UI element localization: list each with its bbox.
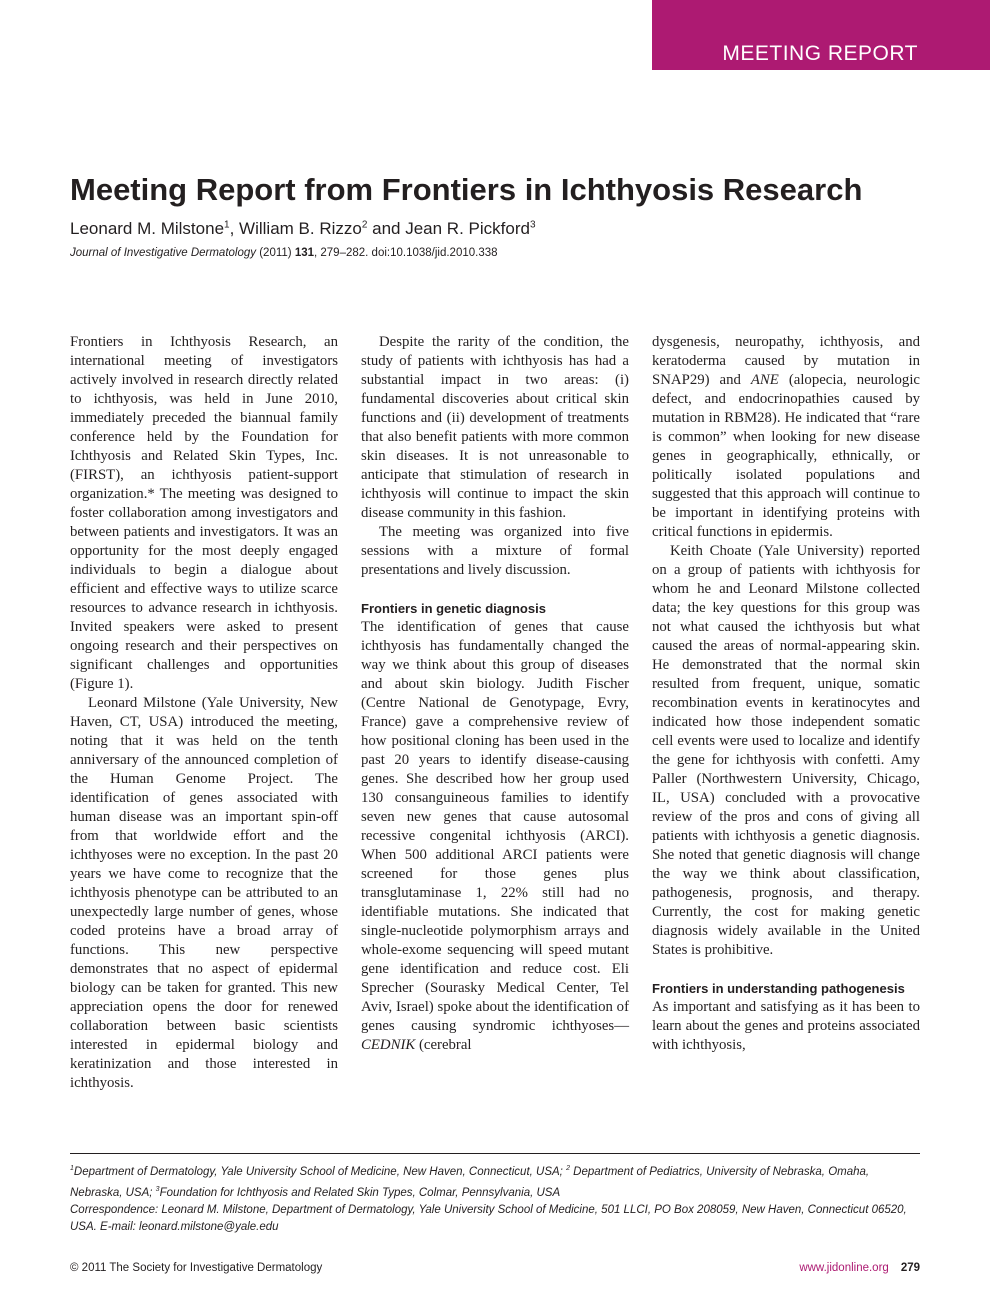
author-name[interactable]: Jean R. Pickford (405, 219, 530, 238)
affiliation-marker: 3 (529, 219, 536, 231)
citation-pages-doi[interactable]: , 279–282. doi:10.1038/jid.2010.338 (314, 247, 498, 259)
citation-volume: 131 (294, 247, 314, 259)
body-column-2 (361, 333, 629, 1055)
correspondence: Correspondence: Leonard M. Milstone, Department of Dermatology, Yale University School of Medicine, 501 LLCI, PO Box 208059, New Haven, Connecticut 06520, USA. E-mail: leonard.milstone@yale.edu (70, 1203, 907, 1233)
body-paragraph (361, 618, 629, 1055)
affiliation-marker: 3 (155, 1185, 160, 1193)
section-heading: Frontiers in genetic diagnosis (361, 601, 546, 616)
affiliation-marker: 2 (566, 1165, 570, 1172)
author-list (70, 219, 536, 239)
page-footer (799, 1262, 920, 1274)
page-number: 279 (900, 1262, 920, 1274)
section-heading: Frontiers in understanding pathogenesis (652, 981, 905, 996)
article-title: Meeting Report from Frontiers in Ichthyosis Research (70, 172, 863, 207)
gene-name: CEDNIK (361, 1037, 416, 1053)
author-separator: , (229, 219, 240, 238)
section-label: MEETING REPORT (722, 42, 918, 65)
affiliation-marker: 1 (70, 1165, 74, 1172)
journal-name: Journal of Investigative Dermatology (70, 247, 257, 259)
affiliation-marker: 2 (361, 219, 368, 231)
footnotes (70, 1160, 920, 1236)
paragraph-text: (alopecia, neurologic defect, and endocrinopathies caused by mutation in RBM28). He indicated that “rare is common” when looking for new disease genes in geographically, ethnically, or politically isolated populations and suggested that this approach will continue to be important in identifying proteins with critical functions in epidermis. (652, 372, 920, 540)
section-banner (652, 0, 990, 70)
affiliation-text: Foundation for Ichthyosis and Related Skin Types, Colmar, Pennsylvania, USA (159, 1186, 561, 1199)
body-paragraph: Frontiers in Ichthyosis Research, an international meeting of investigators actively involved in research directly related to ichthyosis, was held in June 2010, immediately preceded the biannual family conference held by the Foundation for Ichthyosis and Related Skin Types, Inc. (FIRST), an ichthyosis patient-support organization.* The meeting was designed to foster collaboration among investigators and between patients and investigators. It was an opportunity for the most deeply engaged individuals to begin a dialogue about efficient and effective ways to utilize scarce resources to advance research in ichthyosis. Invited speakers were asked to present ongoing research and their perspectives on significant challenges and opportunities (Figure 1). (70, 334, 338, 692)
gene-name: ANE (750, 372, 779, 388)
copyright-notice: © 2011 The Society for Investigative Dermatology (70, 1262, 323, 1274)
body-column-1 (70, 333, 338, 1093)
body-paragraph: Keith Choate (Yale University) reported on a group of patients with ichthyosis for whom he and Leonard Milstone collected data; the key questions for this group was not what caused the ichthyosis but what caused the areas of normal-appearing skin. He demonstrated that the normal skin resulted from frequent, unique, somatic recombination events in keratinocytes and indicated how those independent somatic cell events were used to localize and identify the gene for ichthyosis with confetti. Amy Paller (Northwestern University, Chicago, IL, USA) concluded with a provocative review of the pros and cons of giving all patients with ichthyosis a genetic diagnosis. She noted that genetic diagnosis will change the way we think about classification, pathogenesis, prognosis, and therapy. Currently, the cost for making genetic diagnosis widely available in the United States is prohibitive. (652, 543, 920, 958)
paragraph-text: The identification of genes that cause ichthyosis has fundamentally changed the way we think about this group of diseases and about skin biology. Judith Fischer (Centre National de Genotypage, Evry, France) gave a comprehensive review of how positional cloning has been used in the past 20 years to identify disease-causing genes. She described how her group used 130 consanguineous families to identify seven new genes that cause autosomal recessive congenital ichthyosis (ARCI). When 500 additional ARCI patients were screened for those genes plus transglutaminase 1, 22% still had no identifiable mutations. She indicated that single-nucleotide polymorphism arrays and whole-exome sequencing will speed mutant gene identification and reduce cost. Eli Sprecher (Sourasky Medical Center, Tel Aviv, Israel) spoke about the identification of genes causing syndromic ichthyoses— (361, 619, 629, 1034)
citation-year: (2011) (259, 247, 292, 259)
body-paragraph: Despite the rarity of the condition, the study of patients with ichthyosis has had a substantial impact in two areas: (i) fundamental discoveries about critical skin functions and (ii) development of treatments that also benefit patients with more common skin diseases. It is not unreasonable to anticipate that stimulation of research in ichthyosis will continue to impact the skin disease community in this fashion. (361, 334, 629, 521)
body-paragraph: Leonard Milstone (Yale University, New Haven, CT, USA) introduced the meeting, noting that it was held on the tenth anniversary of the announced completion of the Human Genome Project. The identification of genes associated with human disease was an important spin-off from that worldwide effort and the ichthyoses were no exception. In the past 20 years we have come to recognize that the ichthyosis phenotype can be attributed to an unexpectedly large number of genes, whose coded proteins have a broad array of functions. This new perspective demonstrates that no aspect of epidermal biology can be taken for granted. This new appreciation opens the door for renewed collaboration between basic scientists interested in epidermal biology and keratinization and those interested in ichthyosis. (70, 695, 338, 1091)
body-paragraph: As important and satisfying as it has been to learn about the genes and proteins associated with ichthyosis, (652, 999, 920, 1053)
footnote-divider (70, 1153, 920, 1154)
body-paragraph (652, 333, 920, 542)
author-name[interactable]: William B. Rizzo (239, 219, 362, 238)
citation-line (70, 247, 498, 259)
affiliation-marker: 1 (224, 219, 230, 231)
body-column-3 (652, 333, 920, 1055)
author-separator: and (367, 219, 406, 238)
affiliations (70, 1160, 920, 1202)
author-name[interactable]: Leonard M. Milstone (70, 219, 225, 238)
affiliation-text: Department of Dermatology, Yale University School of Medicine, New Haven, Connecticut, USA; (73, 1165, 567, 1178)
affiliation-text: Department of Pediatrics, University of Nebraska, Omaha, Nebraska, USA; (70, 1165, 870, 1199)
journal-url-link[interactable]: www.jidonline.org (799, 1262, 889, 1274)
paragraph-text: dysgenesis, neuropathy, ichthyosis, and keratoderma caused by mutation in SNAP29) and (652, 334, 920, 388)
paragraph-text: (cerebral (415, 1037, 472, 1053)
body-paragraph: The meeting was organized into five sessions with a mixture of formal presentations and lively discussion. (361, 524, 629, 578)
